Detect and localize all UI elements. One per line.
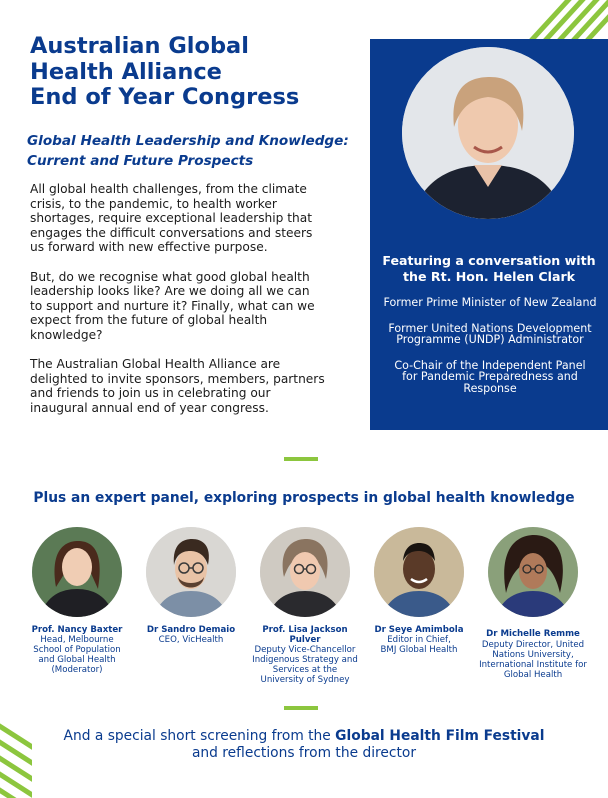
feature-role-line: Programme (UNDP) Administrator (396, 333, 584, 346)
speaker-role-line: BMJ Global Health (380, 645, 458, 655)
intro-line: But, do we recognise what good global health (30, 269, 310, 284)
intro-line: knowledge? (30, 327, 103, 342)
intro-paragraph (30, 270, 360, 343)
intro-line: us forward with new effective purpose. (30, 240, 268, 254)
speaker-role-line: Global Health (503, 670, 563, 680)
intro-line: expect from the future of global health (30, 313, 268, 327)
intro-line: delighted to invite sponsors, members, partners (30, 371, 325, 386)
feature-heading-line-2: the Rt. Hon. Helen Clark (402, 268, 576, 284)
speaker-role (17, 635, 137, 675)
intro-line: shortages, require exceptional leadership that (30, 211, 313, 225)
feature-role (378, 323, 602, 346)
speaker-name (131, 625, 251, 635)
speaker-avatar (374, 527, 464, 617)
panel-heading: Plus an expert panel, exploring prospects in global health knowledge (33, 490, 575, 506)
top-right-stripes (508, 0, 608, 40)
speaker-role-line: Deputy Director, United (481, 640, 585, 650)
intro-line: All global health challenges, from the climate (30, 182, 307, 196)
closing-text (0, 728, 608, 761)
film-festival-name: Global Health Film Festival (335, 728, 545, 744)
intro-line: The Australian Global Health Alliance are (30, 357, 281, 371)
speaker-role-line: University of Sydney (260, 675, 350, 685)
section-divider (284, 706, 318, 710)
feature-role-line: Co-Chair of the Independent Panel (394, 358, 586, 372)
feature-heading (370, 253, 608, 284)
speaker-role-line: Head, Melbourne (40, 635, 114, 645)
speaker-role-line: Editor in Chief, (387, 635, 451, 645)
intro-line: and friends to join us in celebrating our (30, 386, 271, 400)
intro-line: crisis, to the pandemic, to health worker (30, 196, 277, 211)
speaker-role (473, 640, 593, 680)
feature-role (378, 360, 602, 395)
speaker-avatar (32, 527, 122, 617)
speaker-role-line: Deputy Vice-Chancellor (254, 645, 356, 655)
closing-line-2: and reflections from the director (191, 744, 417, 761)
intro-paragraph (30, 357, 360, 415)
speaker-name-line: Pulver (289, 635, 321, 645)
title-line-2: Health Alliance (30, 58, 222, 85)
subtitle-line-1: Global Health Leadership and Knowledge: (27, 133, 349, 149)
subtitle-line-2: Current and Future Prospects (27, 153, 254, 169)
speaker-name (359, 625, 479, 635)
intro-paragraph (30, 182, 360, 255)
feature-heading-line-1: Featuring a conversation with (382, 253, 596, 268)
speaker-name-line: Prof. Nancy Baxter (31, 625, 123, 635)
speaker-name (473, 629, 593, 639)
speaker-role-line: Services at the (272, 665, 338, 675)
intro-line: engages the difficult conversations and steers (30, 225, 313, 240)
feature-role-line: Former United Nations Development (388, 321, 592, 335)
speaker-role-line: Nations University, (492, 650, 574, 660)
speaker-name-line: Prof. Lisa Jackson (262, 625, 348, 635)
speaker-role-line: Indigenous Strategy and (252, 655, 358, 665)
intro-line: to support and nurture it? Finally, what can we (30, 298, 315, 313)
speaker-name-line: Dr Sandro Demaio (146, 625, 236, 635)
speaker-avatar (146, 527, 236, 617)
helen-clark-portrait (402, 47, 574, 219)
speaker-role (359, 635, 479, 655)
feature-roles (378, 297, 602, 408)
speaker-name (17, 625, 137, 635)
speaker-role (131, 635, 251, 645)
feature-role-line: for Pandemic Preparedness and (402, 370, 578, 383)
intro-text (30, 182, 360, 430)
speaker-role (245, 645, 365, 685)
page-subtitle (27, 131, 362, 171)
featured-speaker-panel (370, 39, 608, 430)
speaker-role-line: CEO, VicHealth (158, 635, 224, 645)
speaker-role-line: and Global Health (38, 655, 116, 665)
speaker-name (245, 625, 365, 645)
speaker-avatar (260, 527, 350, 617)
title-line-3: End of Year Congress (30, 84, 300, 110)
feature-role (378, 297, 602, 309)
feature-role-line: Response (463, 381, 517, 395)
title-line-1: Australian Global (30, 33, 249, 59)
speaker-role-line: International Institute for (479, 660, 587, 670)
intro-line: leadership looks like? Are we doing all we can (30, 284, 310, 298)
page-title (30, 34, 350, 111)
feature-role-line: Former Prime Minister of New Zealand (383, 296, 597, 309)
speaker-avatar (488, 527, 578, 617)
intro-line: inaugural annual end of year congress. (30, 400, 269, 415)
speaker-role-line: (Moderator) (51, 665, 103, 675)
speaker-name-line: Dr Seye Amimbola (374, 625, 464, 635)
speaker-role-line: School of Population (33, 645, 121, 655)
speaker-name-line: Dr Michelle Remme (486, 629, 580, 639)
closing-prefix: And a special short screening from the (63, 728, 336, 744)
section-divider (284, 457, 318, 461)
